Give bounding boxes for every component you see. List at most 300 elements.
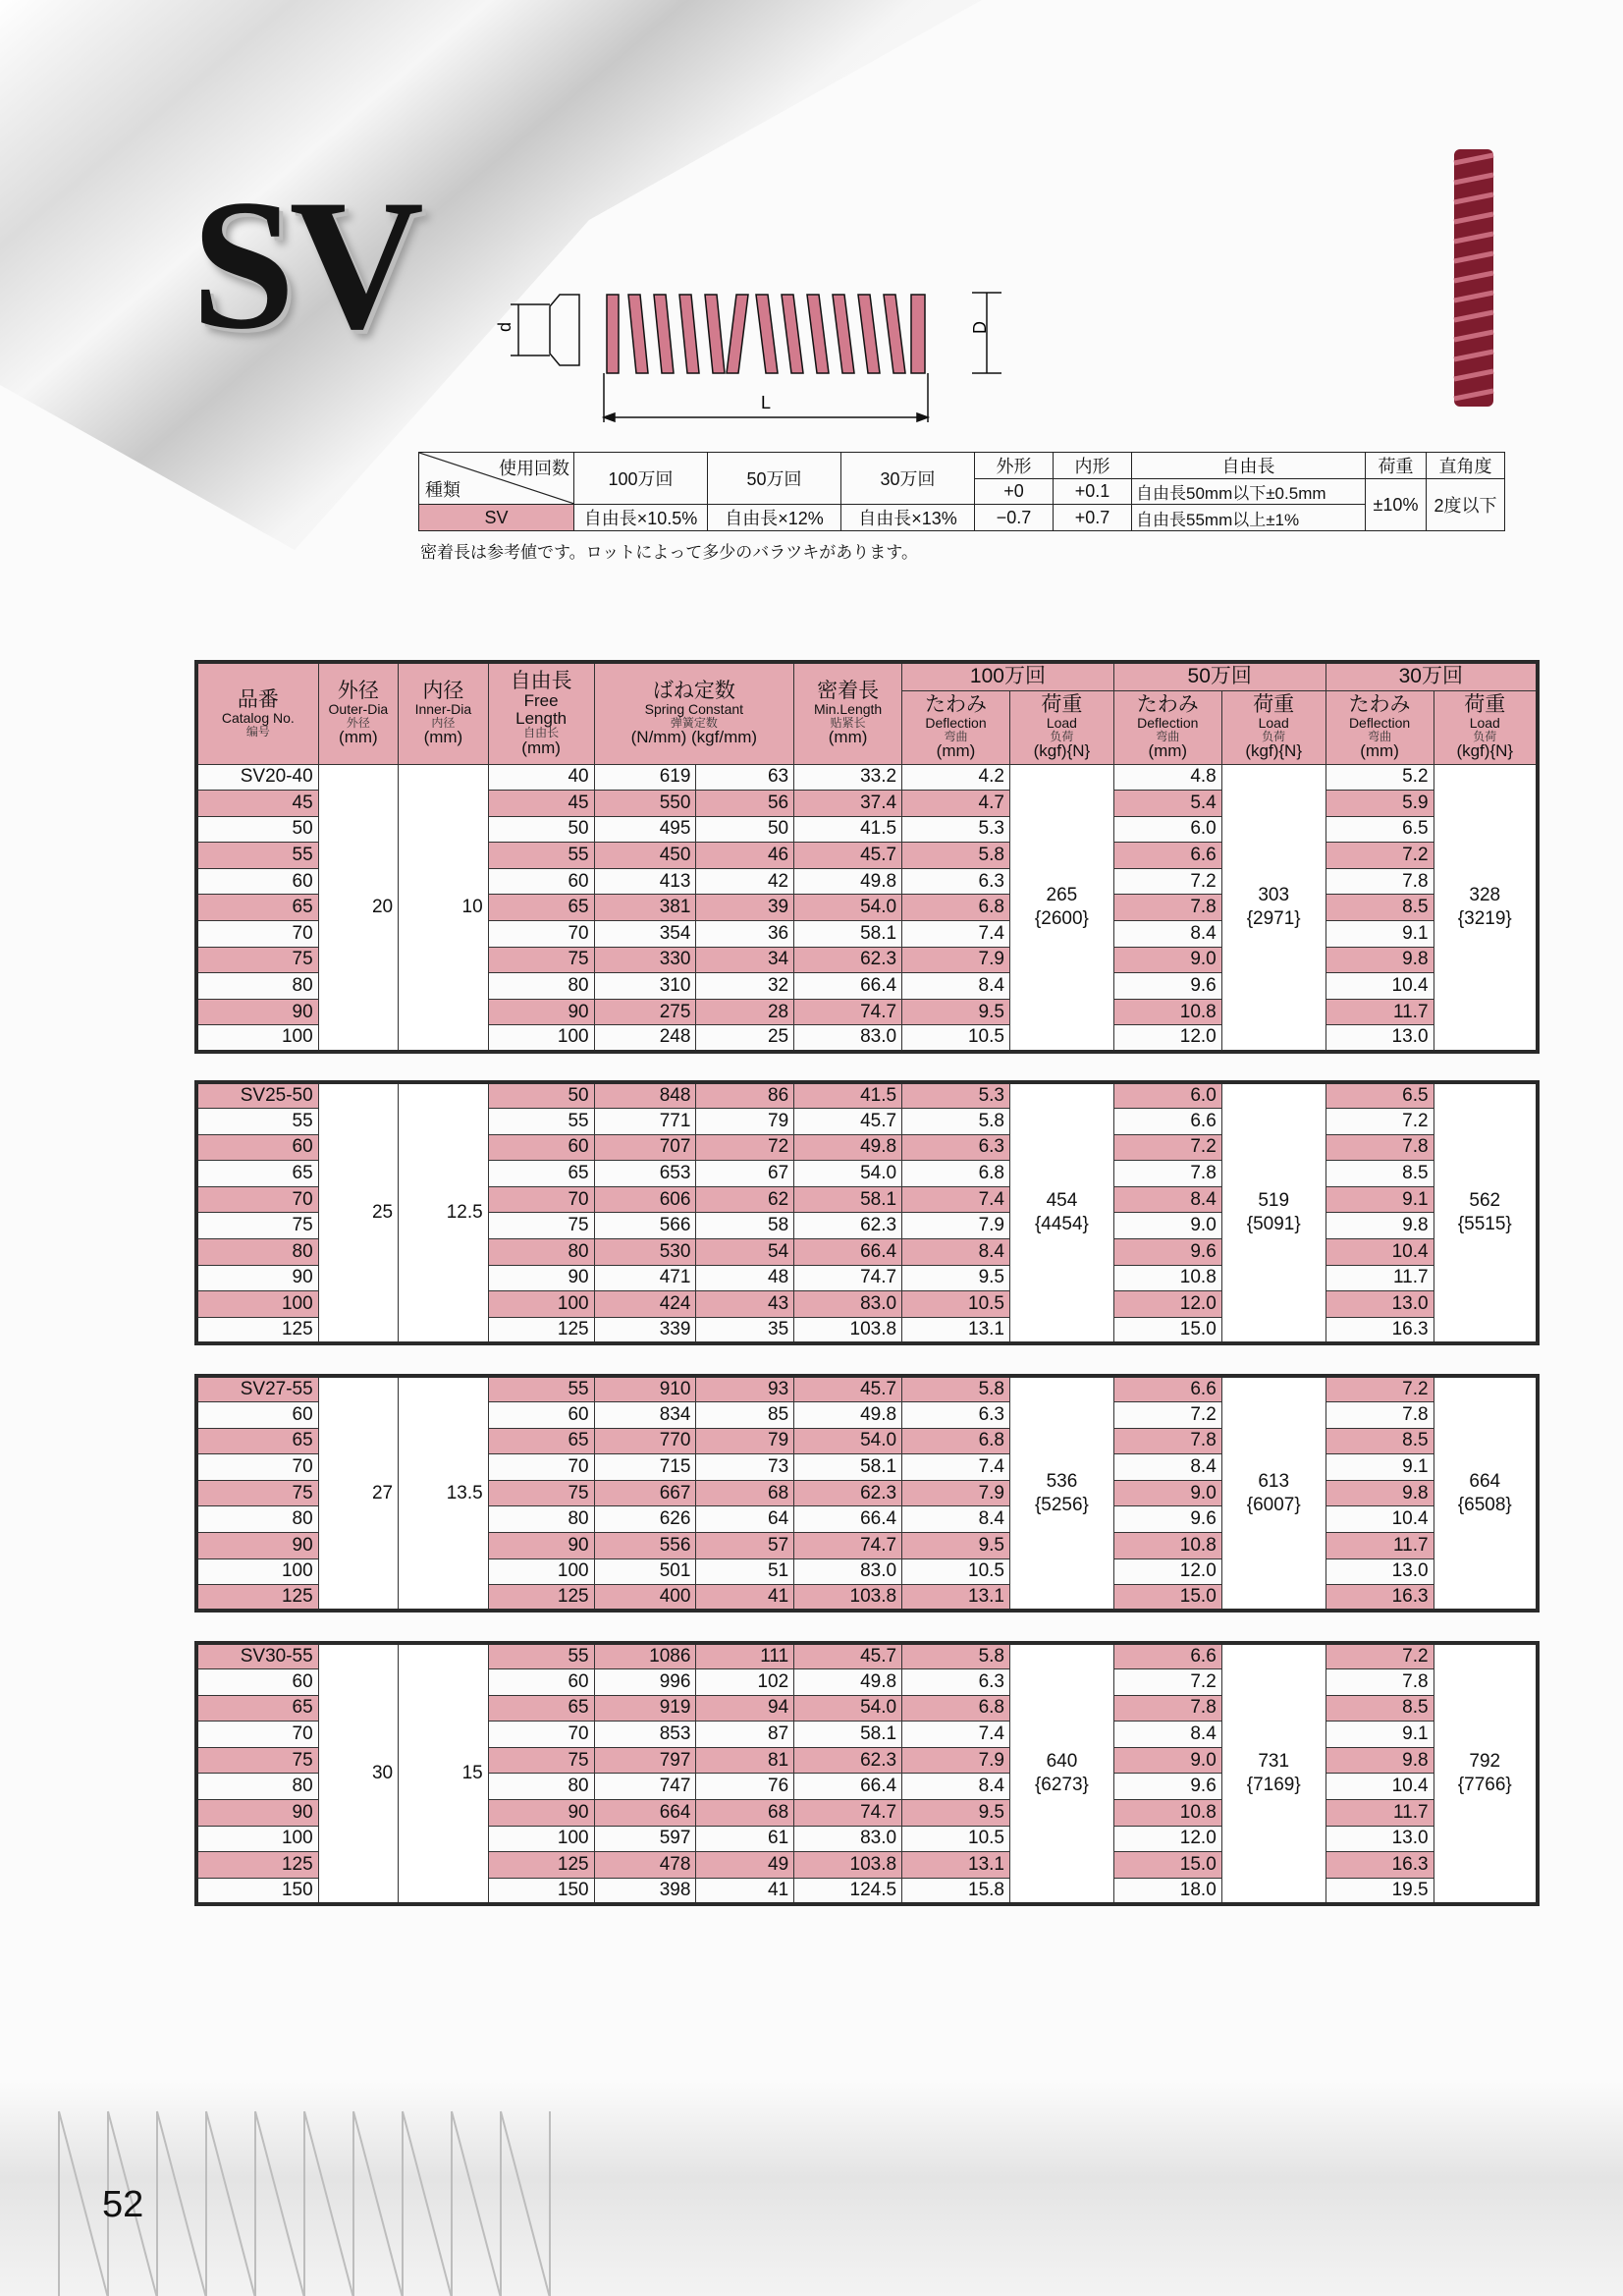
deflection-100: 13.1 <box>902 1585 1010 1612</box>
deflection-30: 6.5 <box>1325 1082 1434 1109</box>
deflection-30: 10.4 <box>1325 1774 1434 1800</box>
free-length: 55 <box>488 1643 594 1669</box>
load-100: 265 {2600} <box>1009 764 1113 1052</box>
spec-outer-plus: +0 <box>975 479 1054 505</box>
min-length: 49.8 <box>794 1134 902 1161</box>
deflection-30: 9.1 <box>1325 1454 1434 1481</box>
load-30: 562 {5515} <box>1434 1082 1538 1343</box>
min-length: 62.3 <box>794 947 902 973</box>
spec-table-27 <box>194 1374 1540 1613</box>
spring-constant-n: 919 <box>594 1695 696 1722</box>
deflection-50: 6.0 <box>1113 1082 1221 1109</box>
deflection-50: 12.0 <box>1113 1025 1221 1052</box>
spring-constant-n: 626 <box>594 1506 696 1533</box>
catalog-number: 80 <box>196 973 318 1000</box>
deflection-100: 6.3 <box>902 868 1010 895</box>
free-length: 125 <box>488 1585 594 1612</box>
min-length: 83.0 <box>794 1826 902 1852</box>
deflection-30: 8.5 <box>1325 1161 1434 1187</box>
spring-constant-n: 398 <box>594 1878 696 1904</box>
deflection-100: 10.5 <box>902 1558 1010 1585</box>
spring-constant-n: 556 <box>594 1533 696 1559</box>
free-length: 45 <box>488 791 594 817</box>
load-30: 328 {3219} <box>1434 764 1538 1052</box>
catalog-number: 70 <box>196 1186 318 1213</box>
spring-constant-kgf: 93 <box>696 1376 794 1402</box>
deflection-100: 6.8 <box>902 1695 1010 1722</box>
catalog-number: 90 <box>196 999 318 1025</box>
deflection-30: 10.4 <box>1325 1239 1434 1266</box>
deflection-50: 9.6 <box>1113 1239 1221 1266</box>
min-length: 62.3 <box>794 1213 902 1239</box>
deflection-50: 8.4 <box>1113 921 1221 948</box>
spec-note: 密着長は参考値です。ロットによって多少のバラツキがあります。 <box>420 543 918 562</box>
free-length: 70 <box>488 1454 594 1481</box>
spring-constant-n: 653 <box>594 1161 696 1187</box>
free-length: 50 <box>488 816 594 843</box>
spring-photo-icon <box>1451 149 1496 407</box>
table-row <box>196 1643 1538 1669</box>
deflection-30: 11.7 <box>1325 1533 1434 1559</box>
catalog-number: SV25-50 <box>196 1082 318 1109</box>
free-length: 55 <box>488 1109 594 1135</box>
deflection-50: 7.2 <box>1113 1669 1221 1696</box>
min-length: 45.7 <box>794 1643 902 1669</box>
deflection-50: 6.0 <box>1113 816 1221 843</box>
min-length: 103.8 <box>794 1317 902 1343</box>
free-length: 80 <box>488 1506 594 1533</box>
deflection-30: 9.8 <box>1325 947 1434 973</box>
spring-constant-kgf: 49 <box>696 1852 794 1879</box>
deflection-50: 6.6 <box>1113 843 1221 869</box>
min-length: 74.7 <box>794 999 902 1025</box>
deflection-100: 4.7 <box>902 791 1010 817</box>
spec-header-perp: 直角度 <box>1427 453 1505 479</box>
min-length: 83.0 <box>794 1291 902 1318</box>
catalog-number: 75 <box>196 1213 318 1239</box>
spring-constant-kgf: 102 <box>696 1669 794 1696</box>
deflection-100: 7.4 <box>902 1722 1010 1748</box>
min-length: 66.4 <box>794 1506 902 1533</box>
deflection-50: 12.0 <box>1113 1558 1221 1585</box>
spring-constant-kgf: 62 <box>696 1186 794 1213</box>
spec-inner-plus: +0.1 <box>1054 479 1132 505</box>
deflection-100: 5.8 <box>902 1109 1010 1135</box>
deflection-50: 10.8 <box>1113 1800 1221 1827</box>
outer-diameter: 20 <box>318 764 398 1052</box>
deflection-100: 13.1 <box>902 1852 1010 1879</box>
catalog-number: 80 <box>196 1506 318 1533</box>
th-free-length: 自由長 Free Length 自由长 (mm) <box>488 662 594 764</box>
deflection-50: 15.0 <box>1113 1317 1221 1343</box>
spring-constant-kgf: 28 <box>696 999 794 1025</box>
catalog-number: 65 <box>196 1695 318 1722</box>
spring-constant-kgf: 76 <box>696 1774 794 1800</box>
free-length: 125 <box>488 1852 594 1879</box>
free-length: 60 <box>488 1134 594 1161</box>
spring-constant-n: 667 <box>594 1480 696 1506</box>
deflection-30: 7.8 <box>1325 1669 1434 1696</box>
deflection-30: 9.8 <box>1325 1747 1434 1774</box>
spring-constant-kgf: 36 <box>696 921 794 948</box>
deflection-50: 8.4 <box>1113 1454 1221 1481</box>
min-length: 41.5 <box>794 1082 902 1109</box>
deflection-50: 6.6 <box>1113 1643 1221 1669</box>
catalog-number: 70 <box>196 1454 318 1481</box>
free-length: 125 <box>488 1317 594 1343</box>
spec-header-free: 自由長 <box>1132 453 1366 479</box>
deflection-50: 8.4 <box>1113 1186 1221 1213</box>
deflection-50: 9.6 <box>1113 1774 1221 1800</box>
spring-constant-kgf: 56 <box>696 791 794 817</box>
deflection-100: 5.8 <box>902 1376 1010 1402</box>
table-row <box>196 1082 1538 1109</box>
deflection-100: 7.9 <box>902 947 1010 973</box>
min-length: 103.8 <box>794 1585 902 1612</box>
free-length: 70 <box>488 1186 594 1213</box>
deflection-100: 5.3 <box>902 1082 1010 1109</box>
catalog-number: 75 <box>196 1747 318 1774</box>
catalog-number: 60 <box>196 1669 318 1696</box>
deflection-100: 9.5 <box>902 999 1010 1025</box>
deflection-30: 19.5 <box>1325 1878 1434 1904</box>
deflection-30: 16.3 <box>1325 1852 1434 1879</box>
spring-constant-n: 771 <box>594 1109 696 1135</box>
deflection-30: 13.0 <box>1325 1025 1434 1052</box>
catalog-number: 60 <box>196 868 318 895</box>
deflection-50: 10.8 <box>1113 1533 1221 1559</box>
deflection-30: 11.7 <box>1325 1800 1434 1827</box>
spring-constant-n: 381 <box>594 895 696 921</box>
min-length: 54.0 <box>794 895 902 921</box>
spring-constant-n: 471 <box>594 1265 696 1291</box>
catalog-number: 100 <box>196 1826 318 1852</box>
min-length: 66.4 <box>794 973 902 1000</box>
spec-table-30 <box>194 1641 1540 1906</box>
deflection-30: 7.8 <box>1325 1402 1434 1429</box>
deflection-30: 9.8 <box>1325 1480 1434 1506</box>
deflection-30: 7.8 <box>1325 1134 1434 1161</box>
load-100: 536 {5256} <box>1010 1376 1114 1611</box>
catalog-number: 80 <box>196 1774 318 1800</box>
catalog-number: 45 <box>196 791 318 817</box>
min-length: 74.7 <box>794 1800 902 1827</box>
deflection-50: 6.6 <box>1113 1109 1221 1135</box>
deflection-30: 5.9 <box>1325 791 1434 817</box>
catalog-number: 55 <box>196 843 318 869</box>
spring-constant-n: 566 <box>594 1213 696 1239</box>
deflection-100: 4.2 <box>902 764 1010 791</box>
load-30: 792 {7766} <box>1434 1643 1538 1904</box>
deflection-100: 13.1 <box>902 1317 1010 1343</box>
deflection-30: 7.2 <box>1325 1109 1434 1135</box>
load-50: 303 {2971} <box>1221 764 1325 1052</box>
spring-constant-kgf: 68 <box>696 1800 794 1827</box>
spring-constant-n: 848 <box>594 1082 696 1109</box>
spring-constant-kgf: 34 <box>696 947 794 973</box>
deflection-30: 5.2 <box>1325 764 1434 791</box>
deflection-100: 7.4 <box>902 1186 1010 1213</box>
page-number: 52 <box>102 2184 144 2225</box>
deflection-100: 7.4 <box>902 921 1010 948</box>
min-length: 41.5 <box>794 816 902 843</box>
free-length: 75 <box>488 1747 594 1774</box>
catalog-number: 75 <box>196 1480 318 1506</box>
free-length: 90 <box>488 999 594 1025</box>
diagram-label-D: D <box>970 321 990 334</box>
deflection-50: 4.8 <box>1113 764 1221 791</box>
catalog-number: 100 <box>196 1558 318 1585</box>
spring-constant-n: 996 <box>594 1669 696 1696</box>
catalog-number: 80 <box>196 1239 318 1266</box>
min-length: 66.4 <box>794 1239 902 1266</box>
min-length: 62.3 <box>794 1747 902 1774</box>
spring-dimension-diagram <box>491 265 1001 432</box>
min-length: 49.8 <box>794 1402 902 1429</box>
deflection-50: 12.0 <box>1113 1291 1221 1318</box>
deflection-50: 7.8 <box>1113 1428 1221 1454</box>
spring-constant-kgf: 50 <box>696 816 794 843</box>
spring-constant-kgf: 111 <box>696 1643 794 1669</box>
spec-value-30: 自由長×13% <box>841 505 975 531</box>
spring-constant-n: 450 <box>594 843 696 869</box>
min-length: 74.7 <box>794 1533 902 1559</box>
spring-constant-kgf: 57 <box>696 1533 794 1559</box>
spring-constant-kgf: 63 <box>696 764 794 791</box>
deflection-30: 7.2 <box>1325 843 1434 869</box>
spring-constant-kgf: 86 <box>696 1082 794 1109</box>
catalog-number: SV30-55 <box>196 1643 318 1669</box>
th-spring-constant: ばね定数 Spring Constant 弹簧定数 (N/mm) (kgf/mm) <box>594 662 794 764</box>
load-50: 731 {7169} <box>1221 1643 1325 1904</box>
free-length: 55 <box>488 1376 594 1402</box>
spring-constant-n: 747 <box>594 1774 696 1800</box>
min-length: 58.1 <box>794 1454 902 1481</box>
spring-constant-kgf: 41 <box>696 1585 794 1612</box>
catalog-number: 65 <box>196 1428 318 1454</box>
min-length: 58.1 <box>794 1722 902 1748</box>
table-row <box>196 1376 1538 1402</box>
spring-constant-n: 770 <box>594 1428 696 1454</box>
deflection-30: 8.5 <box>1325 895 1434 921</box>
min-length: 49.8 <box>794 868 902 895</box>
deflection-50: 9.6 <box>1113 973 1221 1000</box>
catalog-number: 60 <box>196 1134 318 1161</box>
spring-constant-kgf: 81 <box>696 1747 794 1774</box>
catalog-number: 90 <box>196 1533 318 1559</box>
deflection-100: 8.4 <box>902 1506 1010 1533</box>
deflection-30: 6.5 <box>1325 816 1434 843</box>
spring-constant-kgf: 73 <box>696 1454 794 1481</box>
catalog-number: 65 <box>196 895 318 921</box>
spring-constant-n: 495 <box>594 816 696 843</box>
deflection-30: 9.8 <box>1325 1213 1434 1239</box>
spring-constant-kgf: 58 <box>696 1213 794 1239</box>
deflection-30: 9.1 <box>1325 921 1434 948</box>
deflection-100: 8.4 <box>902 1774 1010 1800</box>
deflection-50: 7.2 <box>1113 1402 1221 1429</box>
table-row <box>196 764 1538 791</box>
outer-diameter: 25 <box>318 1082 398 1343</box>
catalog-number: SV20-40 <box>196 764 318 791</box>
th-deflection: たわみ Deflection 弯曲 (mm) <box>902 690 1010 764</box>
spring-constant-n: 339 <box>594 1317 696 1343</box>
spring-constant-n: 1086 <box>594 1643 696 1669</box>
free-length: 60 <box>488 1669 594 1696</box>
th-group-100: 100万回 <box>902 662 1114 690</box>
deflection-50: 9.6 <box>1113 1506 1221 1533</box>
spring-constant-kgf: 41 <box>696 1878 794 1904</box>
deflection-100: 6.3 <box>902 1402 1010 1429</box>
deflection-50: 15.0 <box>1113 1585 1221 1612</box>
free-length: 80 <box>488 1239 594 1266</box>
free-length: 75 <box>488 1213 594 1239</box>
spring-constant-kgf: 54 <box>696 1239 794 1266</box>
spring-constant-n: 501 <box>594 1558 696 1585</box>
catalog-number: 150 <box>196 1878 318 1904</box>
spring-constant-kgf: 68 <box>696 1480 794 1506</box>
deflection-50: 7.8 <box>1113 1161 1221 1187</box>
spring-constant-n: 606 <box>594 1186 696 1213</box>
load-30: 664 {6508} <box>1434 1376 1538 1611</box>
deflection-100: 5.3 <box>902 816 1010 843</box>
deflection-50: 5.4 <box>1113 791 1221 817</box>
deflection-50: 7.8 <box>1113 1695 1221 1722</box>
spec-header-cycles: 使用回数 <box>499 459 569 478</box>
spec-table-25 <box>194 1080 1540 1345</box>
spring-constant-kgf: 48 <box>696 1265 794 1291</box>
deflection-30: 8.5 <box>1325 1428 1434 1454</box>
free-length: 150 <box>488 1878 594 1904</box>
deflection-100: 6.3 <box>902 1134 1010 1161</box>
th-deflection: たわみ Deflection 弯曲 (mm) <box>1325 690 1434 764</box>
load-50: 519 {5091} <box>1221 1082 1325 1343</box>
catalog-number: 100 <box>196 1025 318 1052</box>
catalog-number: 60 <box>196 1402 318 1429</box>
spring-constant-kgf: 87 <box>696 1722 794 1748</box>
deflection-30: 13.0 <box>1325 1291 1434 1318</box>
free-length: 80 <box>488 1774 594 1800</box>
th-outer: 外径 Outer-Dia 外径 (mm) <box>318 662 398 764</box>
th-deflection: たわみ Deflection 弯曲 (mm) <box>1113 690 1221 764</box>
spring-constant-kgf: 79 <box>696 1109 794 1135</box>
deflection-100: 6.8 <box>902 1428 1010 1454</box>
spring-constant-kgf: 61 <box>696 1826 794 1852</box>
spring-constant-n: 910 <box>594 1376 696 1402</box>
inner-diameter: 10 <box>399 764 489 1052</box>
min-length: 66.4 <box>794 1774 902 1800</box>
min-length: 54.0 <box>794 1161 902 1187</box>
spring-constant-n: 550 <box>594 791 696 817</box>
deflection-50: 10.8 <box>1113 1265 1221 1291</box>
deflection-30: 7.2 <box>1325 1376 1434 1402</box>
min-length: 62.3 <box>794 1480 902 1506</box>
spec-outer-minus: −0.7 <box>975 505 1054 531</box>
spec-header-load: 荷重 <box>1366 453 1427 479</box>
spring-constant-kgf: 46 <box>696 843 794 869</box>
th-group-30: 30万回 <box>1325 662 1538 690</box>
free-length: 65 <box>488 1161 594 1187</box>
deflection-50: 9.0 <box>1113 1480 1221 1506</box>
deflection-100: 8.4 <box>902 1239 1010 1266</box>
min-length: 83.0 <box>794 1025 902 1052</box>
th-catalog: 品番 Catalog No. 编号 <box>196 662 318 764</box>
spring-constant-n: 707 <box>594 1134 696 1161</box>
th-load: 荷重 Load 负荷 (kgf){N} <box>1434 690 1538 764</box>
spring-constant-n: 664 <box>594 1800 696 1827</box>
deflection-100: 10.5 <box>902 1291 1010 1318</box>
spring-constant-kgf: 39 <box>696 895 794 921</box>
spring-constant-n: 413 <box>594 868 696 895</box>
deflection-50: 7.2 <box>1113 868 1221 895</box>
deflection-100: 6.8 <box>902 895 1010 921</box>
free-length: 70 <box>488 921 594 948</box>
min-length: 54.0 <box>794 1428 902 1454</box>
free-length: 65 <box>488 1695 594 1722</box>
load-100: 640 {6273} <box>1010 1643 1114 1904</box>
deflection-50: 6.6 <box>1113 1376 1221 1402</box>
spec-header-inner: 内形 <box>1054 453 1132 479</box>
spring-constant-n: 715 <box>594 1454 696 1481</box>
deflection-30: 7.8 <box>1325 868 1434 895</box>
free-length: 100 <box>488 1291 594 1318</box>
deflection-100: 9.5 <box>902 1800 1010 1827</box>
min-length: 37.4 <box>794 791 902 817</box>
spring-constant-kgf: 79 <box>696 1428 794 1454</box>
deflection-100: 15.8 <box>902 1878 1010 1904</box>
min-length: 124.5 <box>794 1878 902 1904</box>
deflection-100: 7.9 <box>902 1747 1010 1774</box>
catalog-number: 55 <box>196 1109 318 1135</box>
spring-constant-kgf: 42 <box>696 868 794 895</box>
spec-header-100: 100万回 <box>574 453 708 505</box>
deflection-100: 5.8 <box>902 1643 1010 1669</box>
free-length: 55 <box>488 843 594 869</box>
inner-diameter: 13.5 <box>399 1376 489 1611</box>
catalog-number: 100 <box>196 1291 318 1318</box>
spring-constant-kgf: 35 <box>696 1317 794 1343</box>
load-50: 613 {6007} <box>1221 1376 1325 1611</box>
deflection-50: 12.0 <box>1113 1826 1221 1852</box>
spring-constant-kgf: 51 <box>696 1558 794 1585</box>
deflection-50: 8.4 <box>1113 1722 1221 1748</box>
tolerance-spec-table <box>418 452 1505 531</box>
spec-perp-value: 2度以下 <box>1427 479 1505 531</box>
catalog-number: 70 <box>196 1722 318 1748</box>
catalog-number: 90 <box>196 1265 318 1291</box>
spring-constant-kgf: 32 <box>696 973 794 1000</box>
spec-value-50: 自由長×12% <box>708 505 841 531</box>
deflection-30: 10.4 <box>1325 973 1434 1000</box>
spring-constant-n: 853 <box>594 1722 696 1748</box>
spring-constant-kgf: 64 <box>696 1506 794 1533</box>
deflection-30: 16.3 <box>1325 1585 1434 1612</box>
deflection-100: 10.5 <box>902 1025 1010 1052</box>
free-length: 65 <box>488 1428 594 1454</box>
diagram-label-d: d <box>495 321 514 332</box>
inner-diameter: 15 <box>399 1643 489 1904</box>
series-title: SV <box>191 162 418 368</box>
min-length: 54.0 <box>794 1695 902 1722</box>
spring-constant-n: 310 <box>594 973 696 1000</box>
deflection-100: 8.4 <box>902 973 1010 1000</box>
catalog-number: 75 <box>196 947 318 973</box>
spec-load-value: ±10% <box>1366 479 1427 531</box>
spec-free-2: 自由長55mm以上±1% <box>1132 505 1366 531</box>
spring-constant-kgf: 43 <box>696 1291 794 1318</box>
spring-constant-n: 248 <box>594 1025 696 1052</box>
deflection-100: 6.8 <box>902 1161 1010 1187</box>
